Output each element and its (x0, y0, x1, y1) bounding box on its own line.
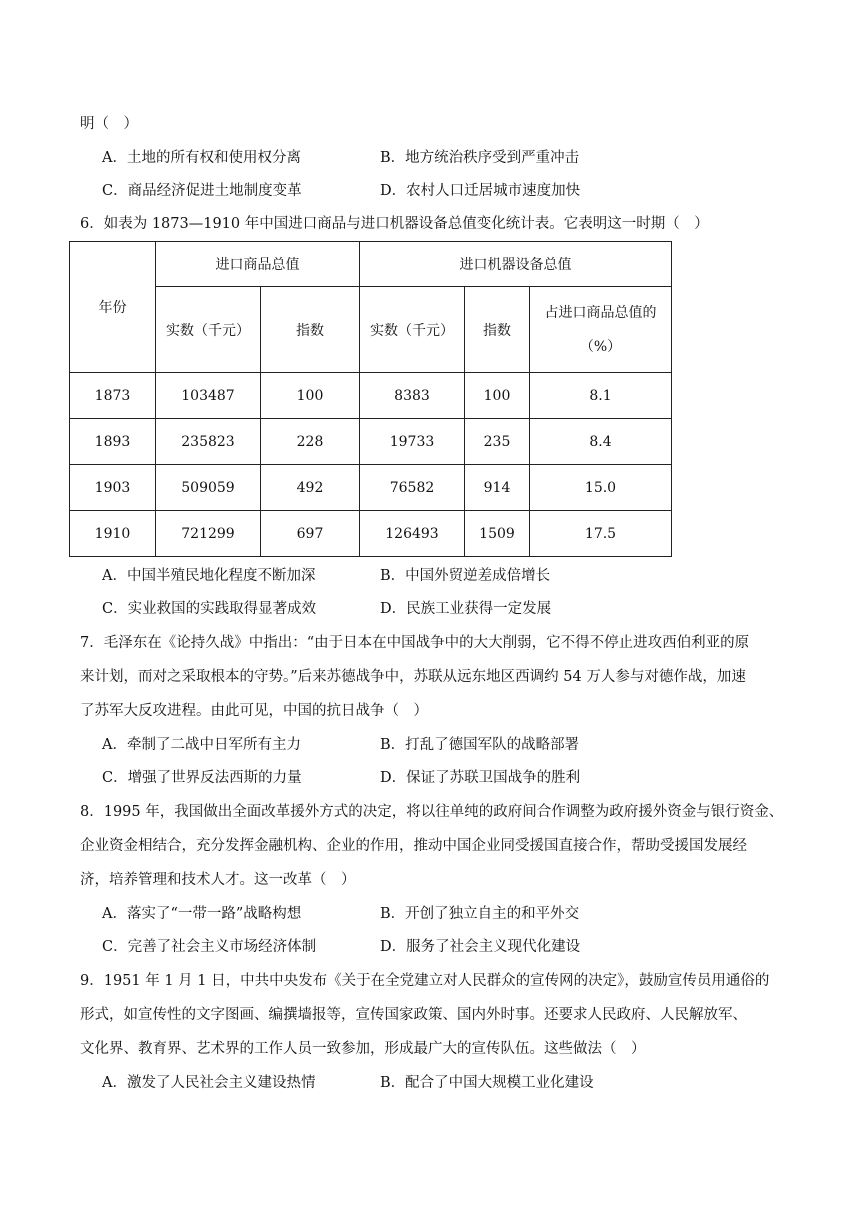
q9-stem-line3: 文化界、教育界、艺术界的工作人员一致参加，形成最广大的宣传队伍。这些做法（ ） (80, 1041, 646, 1057)
subheader-machinery-actual: 实数（千元） (360, 287, 465, 373)
q9-stem-line1: 9．1951 年 1 月 1 日，中共中央发布《关于在全党建立对人民群众的宣传网的决定》，鼓励宣传员用通俗的 (80, 973, 770, 989)
cell-year: 1910 (70, 511, 156, 557)
q6-stem: 6．如表为 1873—1910 年中国进口商品与进口机器设备总值变化统计表。它表明这一时期（ ） (80, 216, 709, 232)
cell-goods-index: 228 (261, 419, 360, 465)
table-row (70, 511, 672, 557)
cell-machinery-actual: 126493 (360, 511, 465, 557)
cell-goods-index: 697 (261, 511, 360, 557)
cell-machinery-actual: 8383 (360, 373, 465, 419)
header-import-machinery: 进口机器设备总值 (360, 242, 672, 287)
q7-stem-line1: 7．毛泽东在《论持久战》中指出：“由于日本在中国战争中的大大削弱，它不得不停止进攻西伯利亚的原 (80, 635, 750, 651)
q7-stem-line2: 来计划，而对之采取根本的守势。”后来苏德战争中，苏联从远东地区西调约 54 万人参与对德作战，加速 (80, 669, 746, 685)
q8-stem-line1: 8．1995 年，我国做出全面改革援外方式的决定，将以往单纯的政府间合作调整为政府援外资金与银行资金、 (80, 804, 784, 820)
cell-year: 1903 (70, 465, 156, 511)
subheader-goods-index: 指数 (261, 287, 360, 373)
q5-option-c: C．商品经济促进土地制度变革 (102, 183, 302, 199)
cell-share: 8.4 (530, 419, 672, 465)
q5-option-a: A．土地的所有权和使用权分离 (102, 150, 301, 166)
cell-goods-actual: 509059 (156, 465, 261, 511)
cell-machinery-index: 1509 (465, 511, 530, 557)
table-row (70, 419, 672, 465)
q8-option-a: A．落实了“一带一路”战略构想 (102, 906, 302, 922)
cell-goods-index: 492 (261, 465, 360, 511)
cell-goods-actual: 721299 (156, 511, 261, 557)
table-row (70, 373, 672, 419)
cell-goods-actual: 103487 (156, 373, 261, 419)
cell-year: 1893 (70, 419, 156, 465)
q6-option-b: B．中国外贸逆差成倍增长 (380, 568, 551, 584)
q8-stem-line3: 济，培养管理和技术人才。这一改革（ ） (80, 872, 356, 888)
q5-option-b: B．地方统治秩序受到严重冲击 (380, 150, 580, 166)
cell-goods-index: 100 (261, 373, 360, 419)
q9-option-a: A．激发了人民社会主义建设热情 (102, 1075, 316, 1091)
q9-option-b: B．配合了中国大规模工业化建设 (380, 1075, 594, 1091)
q7-option-c: C．增强了世界反法西斯的力量 (102, 770, 302, 786)
subheader-goods-actual: 实数（千元） (156, 287, 261, 373)
cell-share: 8.1 (530, 373, 672, 419)
q7-option-b: B．打乱了德国军队的战略部署 (380, 737, 580, 753)
q6-option-a: A．中国半殖民地化程度不断加深 (102, 568, 316, 584)
q8-option-c: C．完善了社会主义市场经济体制 (102, 939, 317, 955)
q8-option-b: B．开创了独立自主的和平外交 (380, 906, 580, 922)
cell-machinery-actual: 76582 (360, 465, 465, 511)
cell-machinery-index: 100 (465, 373, 530, 419)
q9-stem-line2: 形式，如宣传性的文字图画、编撰墙报等，宣传国家政策、国内外时事。还要求人民政府、人民解放军、 (80, 1007, 747, 1023)
cell-year: 1873 (70, 373, 156, 419)
table-row (70, 465, 672, 511)
cell-machinery-actual: 19733 (360, 419, 465, 465)
header-year: 年份 (70, 242, 156, 373)
q7-option-d: D．保证了苏联卫国战争的胜利 (380, 770, 581, 786)
q6-statistics-table (69, 241, 672, 557)
q7-option-a: A．牵制了二战中日军所有主力 (102, 737, 301, 753)
q7-stem-line3: 了苏军大反攻进程。由此可见，中国的抗日战争（ ） (80, 703, 428, 719)
cell-share: 15.0 (530, 465, 672, 511)
q5-option-d: D．农村人口迁居城市速度加快 (380, 183, 581, 199)
q6-option-d: D．民族工业获得一定发展 (380, 601, 552, 617)
cell-machinery-index: 914 (465, 465, 530, 511)
header-import-goods: 进口商品总值 (156, 242, 360, 287)
subheader-share: 占进口商品总值的（%） (530, 287, 672, 373)
q6-option-c: C．实业救国的实践取得显著成效 (102, 601, 317, 617)
q8-option-d: D．服务了社会主义现代化建设 (380, 939, 581, 955)
subheader-machinery-index: 指数 (465, 287, 530, 373)
q8-stem-line2: 企业资金相结合，充分发挥金融机构、企业的作用，推动中国企业同受援国直接合作，帮助受援国发展经 (80, 838, 747, 854)
cell-machinery-index: 235 (465, 419, 530, 465)
cell-share: 17.5 (530, 511, 672, 557)
q5-stem-tail: 明（ ） (80, 116, 138, 132)
cell-goods-actual: 235823 (156, 419, 261, 465)
